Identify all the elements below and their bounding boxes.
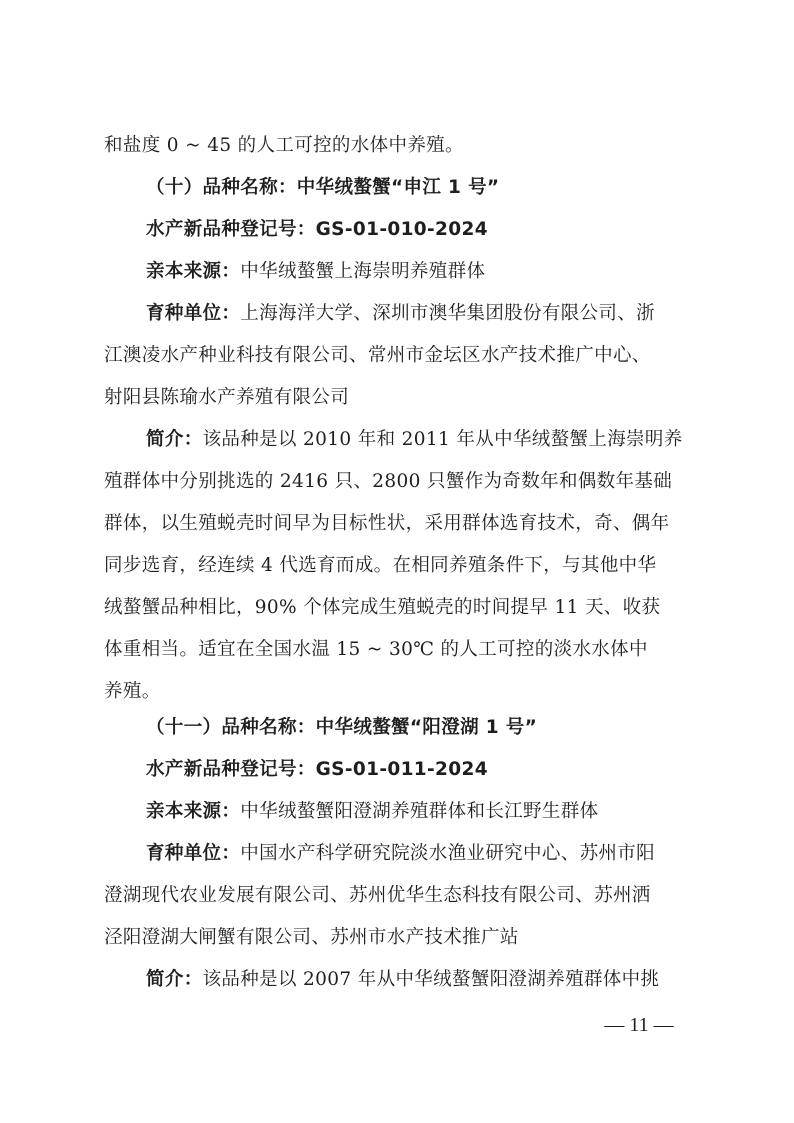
heading-text: 水产新品种登记号：GS-01-010-2024 xyxy=(146,219,488,240)
section-heading-11 xyxy=(146,715,694,741)
section-heading-10 xyxy=(146,175,694,201)
field-value: 中国水产科学研究院淡水渔业研究中心、苏州市阳 xyxy=(240,843,655,864)
intro-10 xyxy=(146,427,694,453)
line-l20 xyxy=(104,925,694,951)
heading-text: （十）品种名称：中华绒螯蟹“申江 1 号” xyxy=(146,177,500,198)
field-label: 亲本来源： xyxy=(146,801,241,822)
text: 江澳凌水产种业科技有限公司、常州市金坛区水产技术推广中心、 xyxy=(104,345,651,366)
page-number: — 11 — xyxy=(604,1014,674,1036)
breeding-unit-10 xyxy=(146,301,694,327)
field-label: 育种单位： xyxy=(146,843,241,864)
line-l19 xyxy=(104,883,694,909)
text: 绒螯蟹品种相比，90% 个体完成生殖蜕壳的时间提早 11 天、收获 xyxy=(104,597,661,618)
registration-number-11 xyxy=(146,757,694,783)
text: 殖群体中分别挑选的 2416 只、2800 只蟹作为奇数年和偶数年基础 xyxy=(104,471,673,492)
parent-source-10 xyxy=(146,259,694,285)
line-l06 xyxy=(104,343,694,369)
field-value: 中华绒螯蟹阳澄湖养殖群体和长江野生群体 xyxy=(240,801,599,822)
field-value: 该品种是以 2007 年从中华绒螯蟹阳澄湖养殖群体中挑 xyxy=(202,969,660,990)
intro-11 xyxy=(146,967,694,993)
line-l14 xyxy=(104,679,694,705)
line-l13 xyxy=(104,637,694,663)
line-l11 xyxy=(104,553,694,579)
line-l10 xyxy=(104,511,694,537)
text: 养殖。 xyxy=(104,681,161,702)
text: 澄湖现代农业发展有限公司、苏州优华生态科技有限公司、苏州洒 xyxy=(104,885,651,906)
field-label: 简介： xyxy=(146,429,203,450)
line-l01 xyxy=(104,133,694,159)
line-l12 xyxy=(104,595,694,621)
field-label: 简介： xyxy=(146,969,203,990)
field-label: 亲本来源： xyxy=(146,261,241,282)
field-value: 上海海洋大学、深圳市澳华集团股份有限公司、浙 xyxy=(240,303,655,324)
text: 和盐度 0 ~ 45 的人工可控的水体中养殖。 xyxy=(104,135,464,156)
text: 同步选育，经连续 4 代选育而成。在相同养殖条件下，与其他中华 xyxy=(104,555,657,576)
text: 体重相当。适宜在全国水温 15 ~ 30℃ 的人工可控的淡水水体中 xyxy=(104,639,648,660)
heading-text: （十一）品种名称：中华绒螯蟹“阳澄湖 1 号” xyxy=(146,717,538,738)
field-value: 中华绒螯蟹上海崇明养殖群体 xyxy=(240,261,486,282)
field-label: 育种单位： xyxy=(146,303,241,324)
heading-text: 水产新品种登记号：GS-01-011-2024 xyxy=(146,759,488,780)
line-l09 xyxy=(104,469,694,495)
text: 射阳县陈瑜水产养殖有限公司 xyxy=(104,387,350,408)
text: 群体，以生殖蜕壳时间早为目标性状，采用群体选育技术，奇、偶年 xyxy=(104,513,670,534)
parent-source-11 xyxy=(146,799,694,825)
registration-number-10 xyxy=(146,217,694,243)
text: 泾阳澄湖大闸蟹有限公司、苏州市水产技术推广站 xyxy=(104,927,519,948)
field-value: 该品种是以 2010 年和 2011 年从中华绒螯蟹上海崇明养 xyxy=(202,429,683,450)
line-l07 xyxy=(104,385,694,411)
breeding-unit-11 xyxy=(146,841,694,867)
